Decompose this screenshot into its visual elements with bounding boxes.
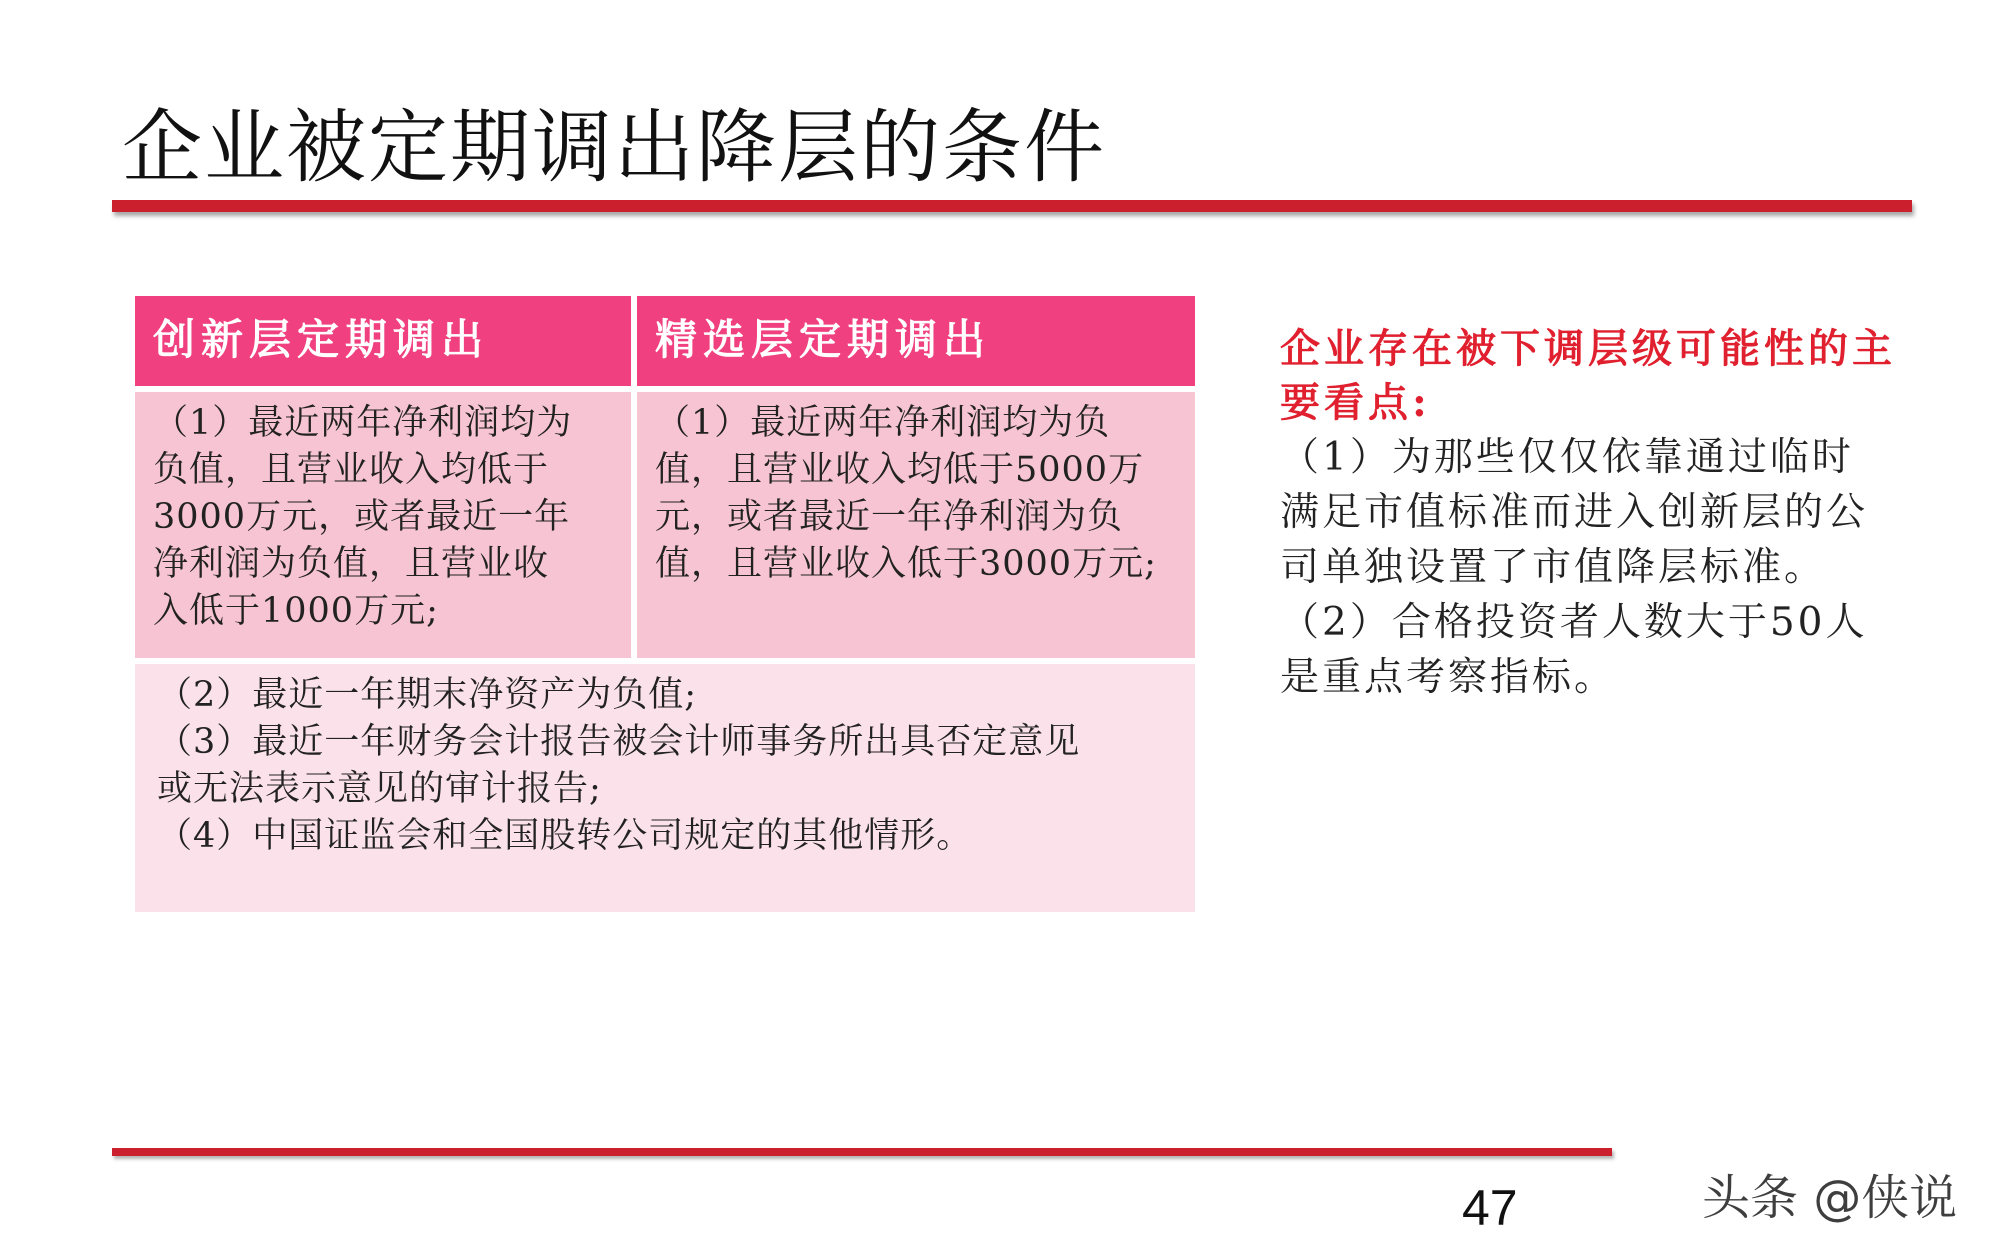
text-line: 负值，且营业收入均低于 bbox=[153, 450, 550, 490]
text-line: 元，或者最近一年净利润为负 bbox=[655, 497, 1124, 537]
innovation-tier-condition bbox=[135, 392, 631, 658]
side-note-body bbox=[1280, 430, 1920, 705]
text-line: （3）最近一年财务会计报告被会计师事务所出具否定意见 bbox=[157, 722, 1081, 762]
text-line: 要看点: bbox=[1280, 379, 1431, 426]
page-number: 47 bbox=[1462, 1180, 1518, 1236]
text-line: 司单独设置了市值降层标准。 bbox=[1280, 545, 1827, 590]
text-line: 入低于1000万元; bbox=[153, 591, 439, 631]
select-tier-condition bbox=[637, 392, 1195, 658]
text-line: （2）合格投资者人数大于50人 bbox=[1280, 600, 1868, 645]
header-innovation-tier: 创新层定期调出 bbox=[135, 296, 631, 386]
shared-conditions bbox=[135, 664, 1195, 912]
text-line: 3000万元，或者最近一年 bbox=[153, 497, 571, 537]
title-underline bbox=[112, 200, 1912, 212]
header-select-tier: 精选层定期调出 bbox=[637, 296, 1195, 386]
text-line: 企业存在被下调层级可能性的主 bbox=[1280, 325, 1896, 372]
text-line: 是重点考察指标。 bbox=[1280, 655, 1617, 700]
side-note bbox=[1280, 322, 1920, 705]
side-note-title bbox=[1280, 322, 1920, 430]
slide-title: 企业被定期调出降层的条件 bbox=[122, 101, 1106, 194]
text-line: （2）最近一年期末净资产为负值; bbox=[157, 675, 698, 715]
text-line: 满足市值标准而进入创新层的公 bbox=[1280, 490, 1869, 535]
footer-rule bbox=[112, 1148, 1612, 1156]
text-line: （1）为那些仅仅依靠通过临时 bbox=[1280, 435, 1854, 480]
text-line: 净利润为负值，且营业收 bbox=[153, 544, 550, 584]
text-line: 值，且营业收入低于3000万元; bbox=[655, 544, 1157, 584]
text-line: （4）中国证监会和全国股转公司规定的其他情形。 bbox=[157, 816, 973, 856]
watermark: 头条 @侠说 bbox=[1702, 1170, 1958, 1226]
conditions-table bbox=[135, 296, 1195, 912]
text-line: 或无法表示意见的审计报告; bbox=[157, 769, 602, 809]
text-line: （1）最近两年净利润均为负 bbox=[655, 403, 1111, 443]
text-line: 值，且营业收入均低于5000万 bbox=[655, 450, 1145, 490]
text-line: （1）最近两年净利润均为 bbox=[153, 403, 573, 443]
